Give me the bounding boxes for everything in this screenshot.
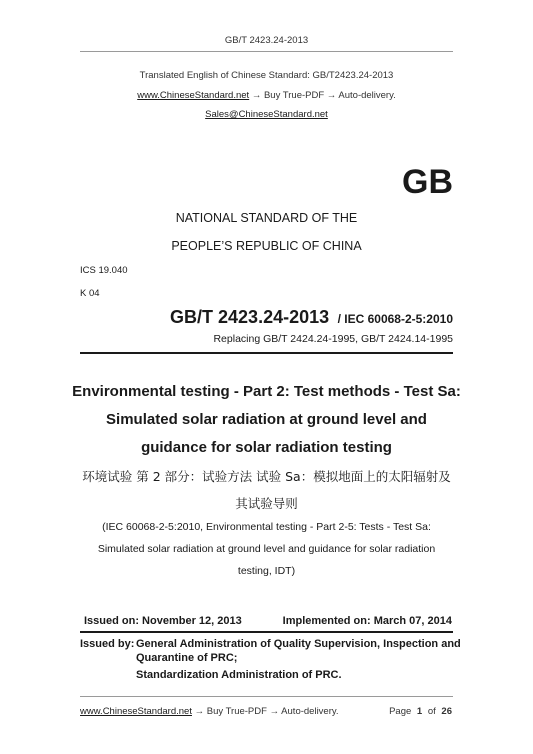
footer-divider <box>80 696 453 697</box>
site-link[interactable]: www.ChineseStandard.net <box>137 90 250 101</box>
standard-number-line <box>170 307 453 328</box>
standard-number: GB/T 2423.24-2013 <box>170 307 330 327</box>
iec-reference: / IEC 60068-2-5:2010 <box>337 312 453 326</box>
issued-by-label: Issued by: <box>80 638 135 650</box>
title-line-2: Simulated solar radiation at ground level and <box>106 411 427 428</box>
site-buy-line <box>0 90 533 101</box>
buy-text: → Buy True-PDF → Auto-delivery. <box>251 90 396 101</box>
replacing-line: Replacing GB/T 2424.24-1995, GB/T 2424.14-1995 <box>213 333 453 345</box>
title-line-1: Environmental testing - Part 2: Test methods - Test Sa: <box>72 383 461 400</box>
footer-buy-text: → Buy True-PDF → Auto-delivery. <box>194 706 339 717</box>
page-indicator <box>389 706 452 717</box>
dates-divider <box>80 631 453 633</box>
issued-on: Issued on: November 12, 2013 <box>84 615 242 627</box>
national-line-1: NATIONAL STANDARD OF THE <box>175 211 358 225</box>
iec-note-line-1: (IEC 60068-2-5:2010, Environmental testing - Part 2-5: Tests - Test Sa: <box>102 521 431 533</box>
iec-note-line-2: Simulated solar radiation at ground level and guidance for solar radiation <box>97 543 436 555</box>
title-cn-line-1: 环境试验 第 2 部分：试验方法 试验 Sa：模拟地面上的太阳辐射及 <box>82 469 451 484</box>
page-word: Page <box>389 706 412 717</box>
issued-by-line-3: Standardization Administration of PRC. <box>136 669 342 681</box>
footer-site-line <box>80 706 339 717</box>
running-header: GB/T 2423.24-2013 <box>224 35 309 46</box>
header-divider <box>80 51 453 52</box>
page-total: 26 <box>441 706 452 717</box>
page-number: 1 <box>416 706 423 717</box>
title-line-3: guidance for solar radiation testing <box>141 439 392 456</box>
email-link[interactable]: Sales@ChineseStandard.net <box>205 109 328 120</box>
title-cn-line-2: 其试验导则 <box>235 496 298 511</box>
number-divider <box>80 352 453 354</box>
k-code: K 04 <box>80 288 100 299</box>
footer-site-link[interactable]: www.ChineseStandard.net <box>80 706 192 717</box>
issued-by-line-2: Quarantine of PRC; <box>136 652 238 664</box>
national-line-2: PEOPLE’S REPUBLIC OF CHINA <box>171 239 362 253</box>
ics-code: ICS 19.040 <box>80 265 128 276</box>
iec-note-line-3: testing, IDT) <box>237 565 296 577</box>
issued-by-line-1: General Administration of Quality Supervision, Inspection and <box>136 638 461 650</box>
translated-line: Translated English of Chinese Standard: GB/T2423.24-2013 <box>139 70 394 81</box>
gb-logo: GB <box>402 163 453 201</box>
email-line <box>0 109 533 120</box>
implemented-on: Implemented on: March 07, 2014 <box>282 615 452 627</box>
of-word: of <box>427 706 436 717</box>
